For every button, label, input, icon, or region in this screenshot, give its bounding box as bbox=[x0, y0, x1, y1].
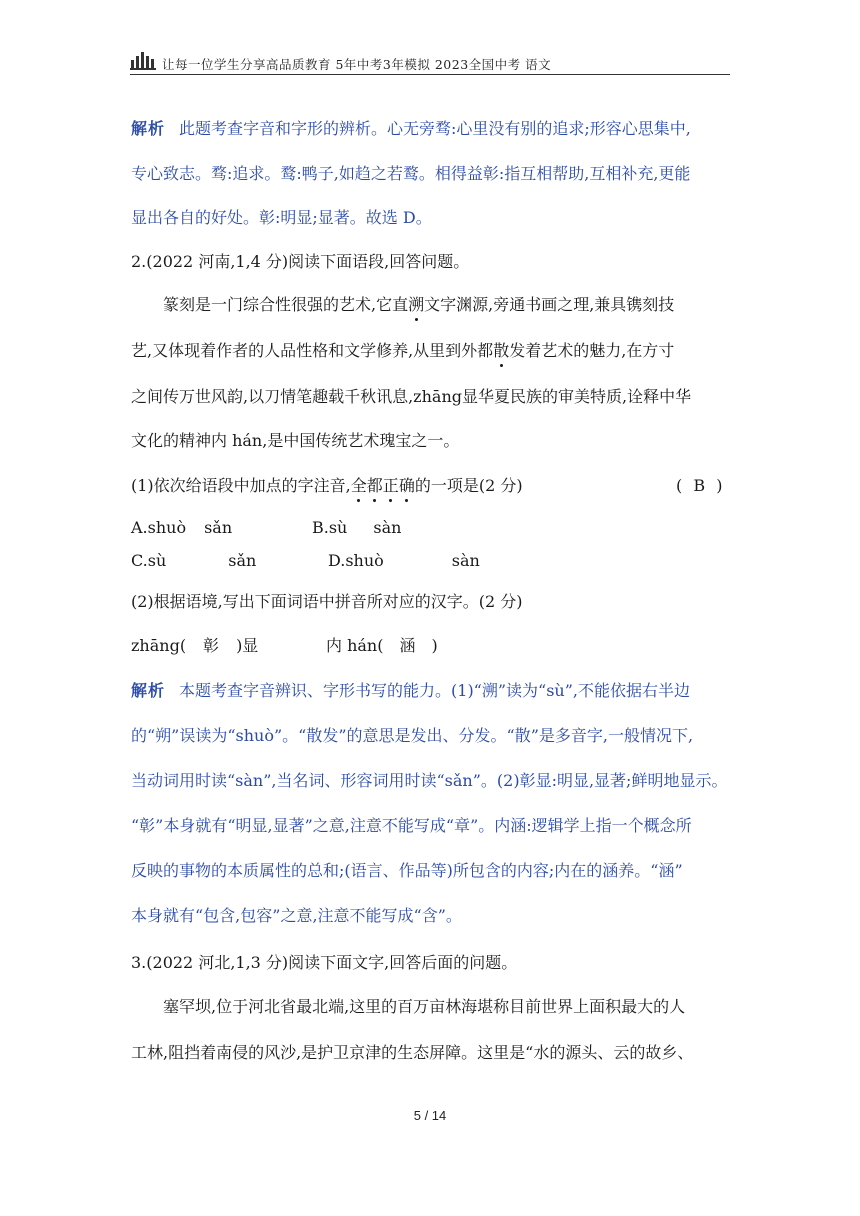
page-number: 5 / 14 bbox=[413, 1108, 447, 1123]
option-c: C.sù sǎn bbox=[131, 551, 257, 570]
analysis-2-line-4: “彰”本身就有“明显,显著”之意,注意不能写成“章”。内涵:逻辑学上指一个概念所 bbox=[131, 816, 692, 835]
sub-question-1-stem: (1)依次给语段中加点的字注音,全都正确的一项是(2 分) bbox=[131, 476, 523, 495]
fill-item-2: 内 hán( 涵 ) bbox=[326, 636, 438, 655]
analysis-2-line-5: 反映的事物的本质属性的总和;(语言、作品等)所包含的内容;内在的涵养。“涵” bbox=[131, 861, 683, 880]
dotted-char: 散 bbox=[493, 341, 510, 360]
passage-line-2: 艺,又体现着作者的人品性格和文学修养,从里到外都散发着艺术的魅力,在方寸 bbox=[131, 341, 675, 360]
header-divider bbox=[130, 74, 730, 75]
dotted-char: 溯 bbox=[408, 295, 425, 314]
option-a: A.shuò sǎn bbox=[131, 518, 233, 537]
analysis-2-tag: 解析 bbox=[131, 681, 166, 700]
analysis-1-line-3: 显出各自的好处。彰:明显;显著。故选 D。 bbox=[131, 208, 432, 227]
answer-bracket: ( B ) bbox=[676, 476, 723, 495]
header-text: 让每一位学生分享高品质教育 5年中考3年模拟 2023全国中考 语文 bbox=[162, 57, 552, 72]
passage-line-1: 篆刻是一门综合性很强的艺术,它直溯文字渊源,旁通书画之理,兼具镌刻技 bbox=[163, 295, 675, 314]
analysis-2-line-3: 当动词用时读“sàn”,当名词、形容词用时读“sǎn”。(2)彰显:明显,显著;鲜明地显示。 bbox=[131, 771, 728, 790]
page-header bbox=[130, 46, 730, 74]
analysis-2-line-1: 解析 本题考查字音辨识、字形书写的能力。(1)“溯”读为“sù”,不能依据右半边 bbox=[131, 681, 691, 700]
q3-passage-line-2: 工林,阻挡着南侵的风沙,是护卫京津的生态屏障。这里是“水的源头、云的故乡、 bbox=[131, 1043, 694, 1062]
sub-question-2-stem: (2)根据语境,写出下面词语中拼音所对应的汉字。(2 分) bbox=[131, 592, 523, 611]
option-b: B.sù sàn bbox=[312, 518, 402, 537]
book-stack-logo-icon bbox=[130, 50, 156, 70]
analysis-1-line-2: 专心致志。骛:追求。鹜:鸭子,如趋之若鹜。相得益彰:指互相帮助,互相补充,更能 bbox=[131, 164, 691, 183]
answer-value: B bbox=[693, 476, 706, 495]
passage-line-3: 之间传万世风韵,以刀情笔趣载千秋讯息,zhāng显华夏民族的审美特质,诠释中华 bbox=[131, 387, 692, 406]
passage-line-4: 文化的精神内 hán,是中国传统艺术瑰宝之一。 bbox=[131, 431, 460, 450]
option-d: D.shuò sàn bbox=[328, 551, 480, 570]
question-3-title: 3.(2022 河北,1,3 分)阅读下面文字,回答后面的问题。 bbox=[131, 953, 518, 972]
question-2-title: 2.(2022 河南,1,4 分)阅读下面语段,回答问题。 bbox=[131, 252, 470, 271]
q3-passage-line-1: 塞罕坝,位于河北省最北端,这里的百万亩林海堪称目前世界上面积最大的人 bbox=[163, 997, 686, 1016]
analysis-2-line-6: 本身就有“包含,包容”之意,注意不能写成“含”。 bbox=[131, 906, 462, 925]
fill-item-1: zhāng( 彰 )显 bbox=[131, 636, 259, 655]
analysis-2-line-2: 的“朔”误读为“shuò”。“散发”的意思是发出、分发。“散”是多音字,一般情况下, bbox=[131, 726, 694, 745]
analysis-1-tag: 解析 bbox=[131, 119, 166, 138]
analysis-1-line-1: 解析 此题考查字音和字形的辨析。心无旁骛:心里没有别的追求;形容心思集中, bbox=[131, 119, 691, 138]
